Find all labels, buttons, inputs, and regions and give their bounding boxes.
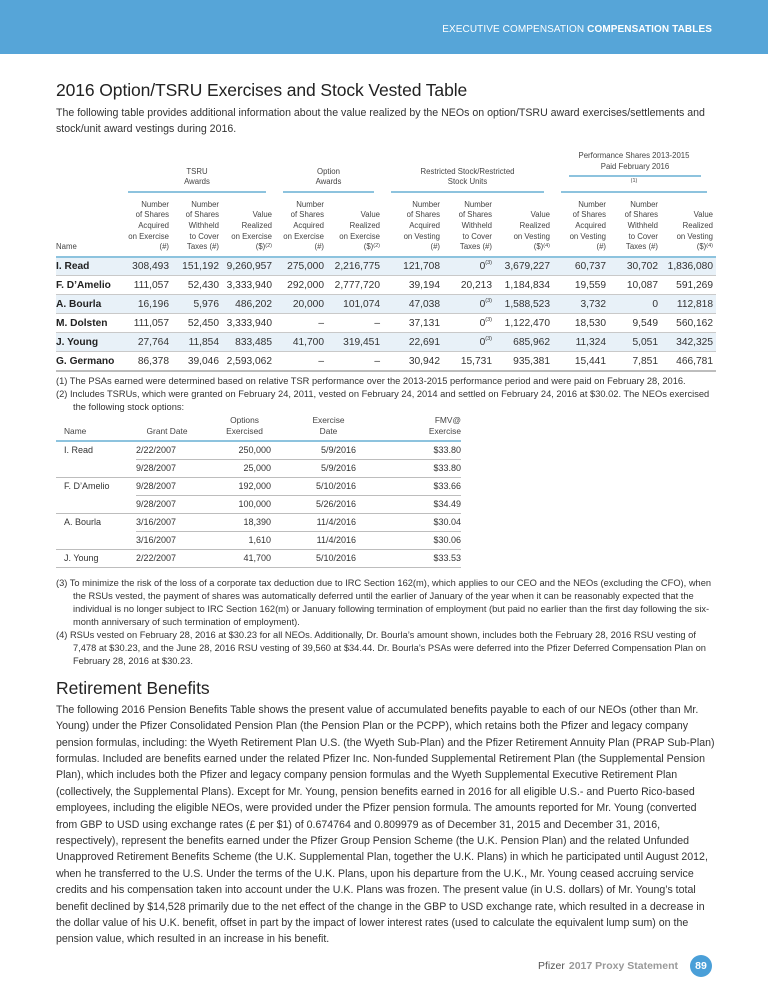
cell-ps-wh: 0: [609, 295, 661, 314]
cell-opt-val: –: [327, 314, 383, 333]
cell-tsru-val: 3,333,940: [222, 314, 275, 333]
cell-tsru-acq: 27,764: [120, 333, 172, 352]
cell-tsru-acq: 111,057: [120, 314, 172, 333]
options-cell-exdate: 5/10/2016: [271, 549, 356, 567]
cell-ps-wh: 30,702: [609, 257, 661, 276]
col-header: Value Realized on Exercise ($)$^{(2)}$: [327, 196, 383, 257]
col-header: Number of Shares Withheld to Cover Taxes (#): [172, 196, 222, 257]
options-cell-name: [56, 531, 136, 549]
options-cell-options: 18,390: [198, 513, 271, 531]
group-header-restricted-stock: Restricted Stock/Restricted Stock Units: [383, 151, 553, 196]
options-table-header: [56, 415, 461, 441]
col-header-name: Name: [56, 196, 120, 257]
row-name: J. Young: [56, 333, 120, 352]
options-cell-name: A. Bourla: [56, 513, 136, 531]
column-header-row: [56, 196, 716, 257]
options-cell-options: 25,000: [198, 459, 271, 477]
cell-ps-wh: 9,549: [609, 314, 661, 333]
options-exercised-table: [56, 415, 461, 568]
cell-opt-acq: 275,000: [275, 257, 327, 276]
option-exercises-table: [56, 151, 716, 372]
page-number-badge: 89: [690, 955, 712, 977]
options-row: [56, 441, 461, 460]
cell-tsru-val: 2,593,062: [222, 352, 275, 371]
footnote-2: (2) Includes TSRUs, which were granted on February 24, 2011, vested on February 24, 2014 and settled on February 24, 2016 at $30.02. The NEOs exercised the following stock options:: [56, 388, 710, 412]
row-name: F. D’Amelio: [56, 276, 120, 295]
cell-ps-acq: 15,441: [553, 352, 609, 371]
options-row: [56, 531, 461, 549]
cell-opt-acq: –: [275, 314, 327, 333]
table-row: [56, 352, 716, 371]
cell-opt-acq: 20,000: [275, 295, 327, 314]
cell-opt-val: 2,777,720: [327, 276, 383, 295]
options-cell-options: 250,000: [198, 441, 271, 460]
cell-tsru-acq: 86,378: [120, 352, 172, 371]
options-cell-exdate: 5/9/2016: [271, 441, 356, 460]
section-title-retirement-benefits: Retirement Benefits: [56, 677, 210, 698]
cell-rs-acq: 37,131: [383, 314, 443, 333]
footnote-4: (4) RSUs vested on February 28, 2016 at $30.23 for all NEOs. Additionally, Dr. Bourla’s amount shown, includes both the February 28, 2016 RSU vesting of 7,478 at $30.23, and the June 28, 2016 RSU vesting of 39,560 at $34.44. Dr. Bourla’s PSAs were deferred into the Pfizer Deferred Compensation Plan on February 28, 2016 at $30.23.: [56, 629, 706, 666]
cell-ps-acq: 11,324: [553, 333, 609, 352]
options-row: [56, 459, 461, 477]
cell-ps-acq: 18,530: [553, 314, 609, 333]
cell-ps-val: 1,836,080: [661, 257, 716, 276]
options-cell-grant: 2/22/2007: [136, 549, 198, 567]
header-band: [0, 0, 768, 54]
options-cell-name: F. D’Amelio: [56, 477, 136, 495]
col-header: Number of Shares Withheld to Cover Taxes (#): [609, 196, 661, 257]
col-header: Number of Shares Acquired on Vesting (#): [553, 196, 609, 257]
options-cell-fmv: $33.80: [356, 441, 461, 460]
cell-ps-acq: 19,559: [553, 276, 609, 295]
options-row: [56, 495, 461, 513]
cell-rs-acq: 39,194: [383, 276, 443, 295]
footer-brand: Pfizer: [538, 960, 565, 972]
group-header-performance-shares: Performance Shares 2013-2015 Paid February 2016 $^{(1)}$: [553, 151, 716, 196]
options-cell-exdate: 5/26/2016: [271, 495, 356, 513]
col-exercise-date: Exercise Date: [271, 415, 356, 441]
cell-rs-val: 1,588,523: [495, 295, 553, 314]
cell-rs-val: 685,962: [495, 333, 553, 352]
col-header: Number of Shares Withheld to Cover Taxes (#): [443, 196, 495, 257]
options-cell-fmv: $33.80: [356, 459, 461, 477]
cell-tsru-acq: 16,196: [120, 295, 172, 314]
cell-rs-acq: 22,691: [383, 333, 443, 352]
options-cell-options: 1,610: [198, 531, 271, 549]
options-cell-exdate: 5/9/2016: [271, 459, 356, 477]
cell-tsru-wh: 39,046: [172, 352, 222, 371]
options-cell-name: J. Young: [56, 549, 136, 567]
group-header-option: Option Awards: [275, 151, 383, 196]
options-cell-fmv: $33.66: [356, 477, 461, 495]
cell-rs-wh: 20,213: [443, 276, 495, 295]
options-cell-grant: 9/28/2007: [136, 477, 198, 495]
col-name: Name: [56, 415, 136, 441]
options-row: [56, 477, 461, 495]
col-fmv-exercise: FMV@ Exercise: [356, 415, 461, 441]
cell-tsru-val: 3,333,940: [222, 276, 275, 295]
col-grant-date: Grant Date: [136, 415, 198, 441]
options-cell-fmv: $30.06: [356, 531, 461, 549]
cell-ps-wh: 7,851: [609, 352, 661, 371]
cell-rs-acq: 47,038: [383, 295, 443, 314]
cell-ps-wh: 5,051: [609, 333, 661, 352]
options-cell-grant: 3/16/2007: [136, 513, 198, 531]
running-header-section: EXECUTIVE COMPENSATION: [442, 24, 585, 35]
col-header: Number of Shares Acquired on Exercise (#): [120, 196, 172, 257]
options-cell-fmv: $33.53: [356, 549, 461, 567]
row-name: A. Bourla: [56, 295, 120, 314]
col-header: Value Realized on Vesting ($)$^{(4)}$: [661, 196, 716, 257]
options-row: [56, 513, 461, 531]
table-row: [56, 333, 716, 352]
cell-rs-wh: 0$^{(3)}$: [443, 295, 495, 314]
cell-rs-val: 1,122,470: [495, 314, 553, 333]
cell-rs-val: 935,381: [495, 352, 553, 371]
cell-tsru-wh: 52,430: [172, 276, 222, 295]
options-cell-grant: 9/28/2007: [136, 495, 198, 513]
cell-ps-acq: 3,732: [553, 295, 609, 314]
cell-ps-val: 591,269: [661, 276, 716, 295]
cell-opt-val: 319,451: [327, 333, 383, 352]
options-cell-name: I. Read: [56, 441, 136, 460]
cell-rs-wh: 0$^{(3)}$: [443, 314, 495, 333]
row-name: I. Read: [56, 257, 120, 276]
cell-tsru-wh: 151,192: [172, 257, 222, 276]
footnotes: [56, 375, 716, 668]
cell-tsru-acq: 111,057: [120, 276, 172, 295]
cell-ps-wh: 10,087: [609, 276, 661, 295]
table-row: [56, 257, 716, 276]
options-cell-grant: 2/22/2007: [136, 441, 198, 460]
footnote-1: (1) The PSAs earned were determined based on relative TSR performance over the 2013-2015 performance period and were paid on February 28, 2016.: [56, 375, 686, 386]
group-header-row: [56, 151, 716, 196]
cell-tsru-acq: 308,493: [120, 257, 172, 276]
table-row: [56, 314, 716, 333]
cell-ps-val: 466,781: [661, 352, 716, 371]
cell-tsru-val: 9,260,957: [222, 257, 275, 276]
row-name: M. Dolsten: [56, 314, 120, 333]
cell-tsru-val: 486,202: [222, 295, 275, 314]
cell-opt-val: 2,216,775: [327, 257, 383, 276]
cell-rs-acq: 121,708: [383, 257, 443, 276]
cell-rs-wh: 15,731: [443, 352, 495, 371]
options-row: [56, 549, 461, 567]
cell-rs-acq: 30,942: [383, 352, 443, 371]
table-row: [56, 295, 716, 314]
options-cell-grant: 9/28/2007: [136, 459, 198, 477]
cell-ps-val: 112,818: [661, 295, 716, 314]
options-cell-fmv: $34.49: [356, 495, 461, 513]
retirement-benefits-body: The following 2016 Pension Benefits Table shows the present value of accumulated benefits payable to each of our NEOs (other than Mr. Young) under the Pfizer Consolidated Pension Plan (the Pension Plan or the PCPP), which retains both the Pfizer and legacy company pension formulas, including: the Wyeth Retirement Plan U.S. (the Wyeth Sub-Plan) and the Pfizer Retirement Annuity Plan (PRAP Sub-Plan) formulas. Included are benefits earned under the related Pfizer Inc. Non-funded Supplemental Retirement Plan (the Supplemental Pension Plan), which includes both the Pfizer and legacy company pension formulas and the Wyeth Supplemental Executive Retirement Plan (collectively, the Supplemental Plans). Except for Mr. Young, pension benefits earned in 2016 for all eligible U.S.- and Puerto Rico-based employees, including the eligible NEOs, were provided under the Pfizer pension formula. The amounts reported for Mr. Young (converted from GBP to USD using exchange rates (£ per $1) of 0.674764 and 0.809979 as of December 31, 2015 and December 31, 2016, respectively), represent the benefits earned under the Pfizer Group Pension Scheme (the U.K. Pension Plan) and the related Unfunded Unapproved Retirement Benefits Scheme (the U.K. Supplemental Plan, together the U.K. Plans) in which he participated until August 2012, when he transferred to the U.S. Under the terms of the U.K. Plans, upon his departure from the U.K., Mr. Young ceased accruing service credits and his compensation taken into account under the U.K. Plans was frozen. The present value (in U.S. dollars) of Mr. Young’s total benefit declined by $14,528 primarily due to the net effect of the change in the GBP to USD exchange rate, which resulted in a decrease in the dollar value of his U.K. benefit, offset in part by the impact of lower interest rates (used to calculate the equivalent lump sum) on the pension value, which resulted in an increase in his benefit.: [56, 703, 715, 946]
table-row: [56, 276, 716, 295]
row-name: G. Germano: [56, 352, 120, 371]
cell-rs-val: 3,679,227: [495, 257, 553, 276]
page-content: [56, 80, 716, 948]
cell-rs-wh: 0$^{(3)}$: [443, 333, 495, 352]
options-cell-name: [56, 459, 136, 477]
section-intro: The following table provides additional information about the value realized by the NEOs on option/TSRU award exercises/settlements and stock/unit award vestings during 2016.: [56, 107, 705, 135]
col-header: Number of Shares Acquired on Exercise (#): [275, 196, 327, 257]
options-cell-options: 100,000: [198, 495, 271, 513]
options-cell-options: 192,000: [198, 477, 271, 495]
options-cell-exdate: 11/4/2016: [271, 531, 356, 549]
section-title-option-exercises: 2016 Option/TSRU Exercises and Stock Vested Table: [56, 80, 468, 100]
group-header-tsru: TSRU Awards: [120, 151, 275, 196]
options-cell-exdate: 5/10/2016: [271, 477, 356, 495]
cell-ps-acq: 60,737: [553, 257, 609, 276]
footer-document-title: 2017 Proxy Statement: [568, 960, 678, 972]
cell-ps-val: 560,162: [661, 314, 716, 333]
options-cell-name: [56, 495, 136, 513]
page-footer: [538, 955, 712, 977]
col-header: Number of Shares Acquired on Vesting (#): [383, 196, 443, 257]
cell-opt-val: 101,074: [327, 295, 383, 314]
cell-ps-val: 342,325: [661, 333, 716, 352]
cell-opt-acq: 292,000: [275, 276, 327, 295]
col-header: Value Realized on Exercise ($)$^{(2)}$: [222, 196, 275, 257]
cell-tsru-wh: 11,854: [172, 333, 222, 352]
cell-rs-val: 1,184,834: [495, 276, 553, 295]
footnote-3: (3) To minimize the risk of the loss of a corporate tax deduction due to IRC Section 162(m), which applies to our CEO and the NEOs (excluding the CFO), when the RSUs vested, the payment of shares was automatically deferred until the earlier of January of the year when it can be reasonably expected that the individual is no longer subject to IRC Section 162(m) or January following termination of employment (but paid no earlier than the first day following the six-month anniversary of such termination of employment).: [56, 577, 712, 627]
options-cell-fmv: $30.04: [356, 513, 461, 531]
cell-rs-wh: 0$^{(3)}$: [443, 257, 495, 276]
running-header: [442, 24, 712, 35]
cell-opt-val: –: [327, 352, 383, 371]
cell-tsru-wh: 52,450: [172, 314, 222, 333]
cell-tsru-wh: 5,976: [172, 295, 222, 314]
col-options-exercised: Options Exercised: [198, 415, 271, 441]
options-cell-exdate: 11/4/2016: [271, 513, 356, 531]
cell-opt-acq: 41,700: [275, 333, 327, 352]
options-cell-grant: 3/16/2007: [136, 531, 198, 549]
cell-opt-acq: –: [275, 352, 327, 371]
cell-tsru-val: 833,485: [222, 333, 275, 352]
options-cell-options: 41,700: [198, 549, 271, 567]
running-header-subsection: COMPENSATION TABLES: [587, 24, 712, 35]
col-header: Value Realized on Vesting ($)$^{(4)}$: [495, 196, 553, 257]
